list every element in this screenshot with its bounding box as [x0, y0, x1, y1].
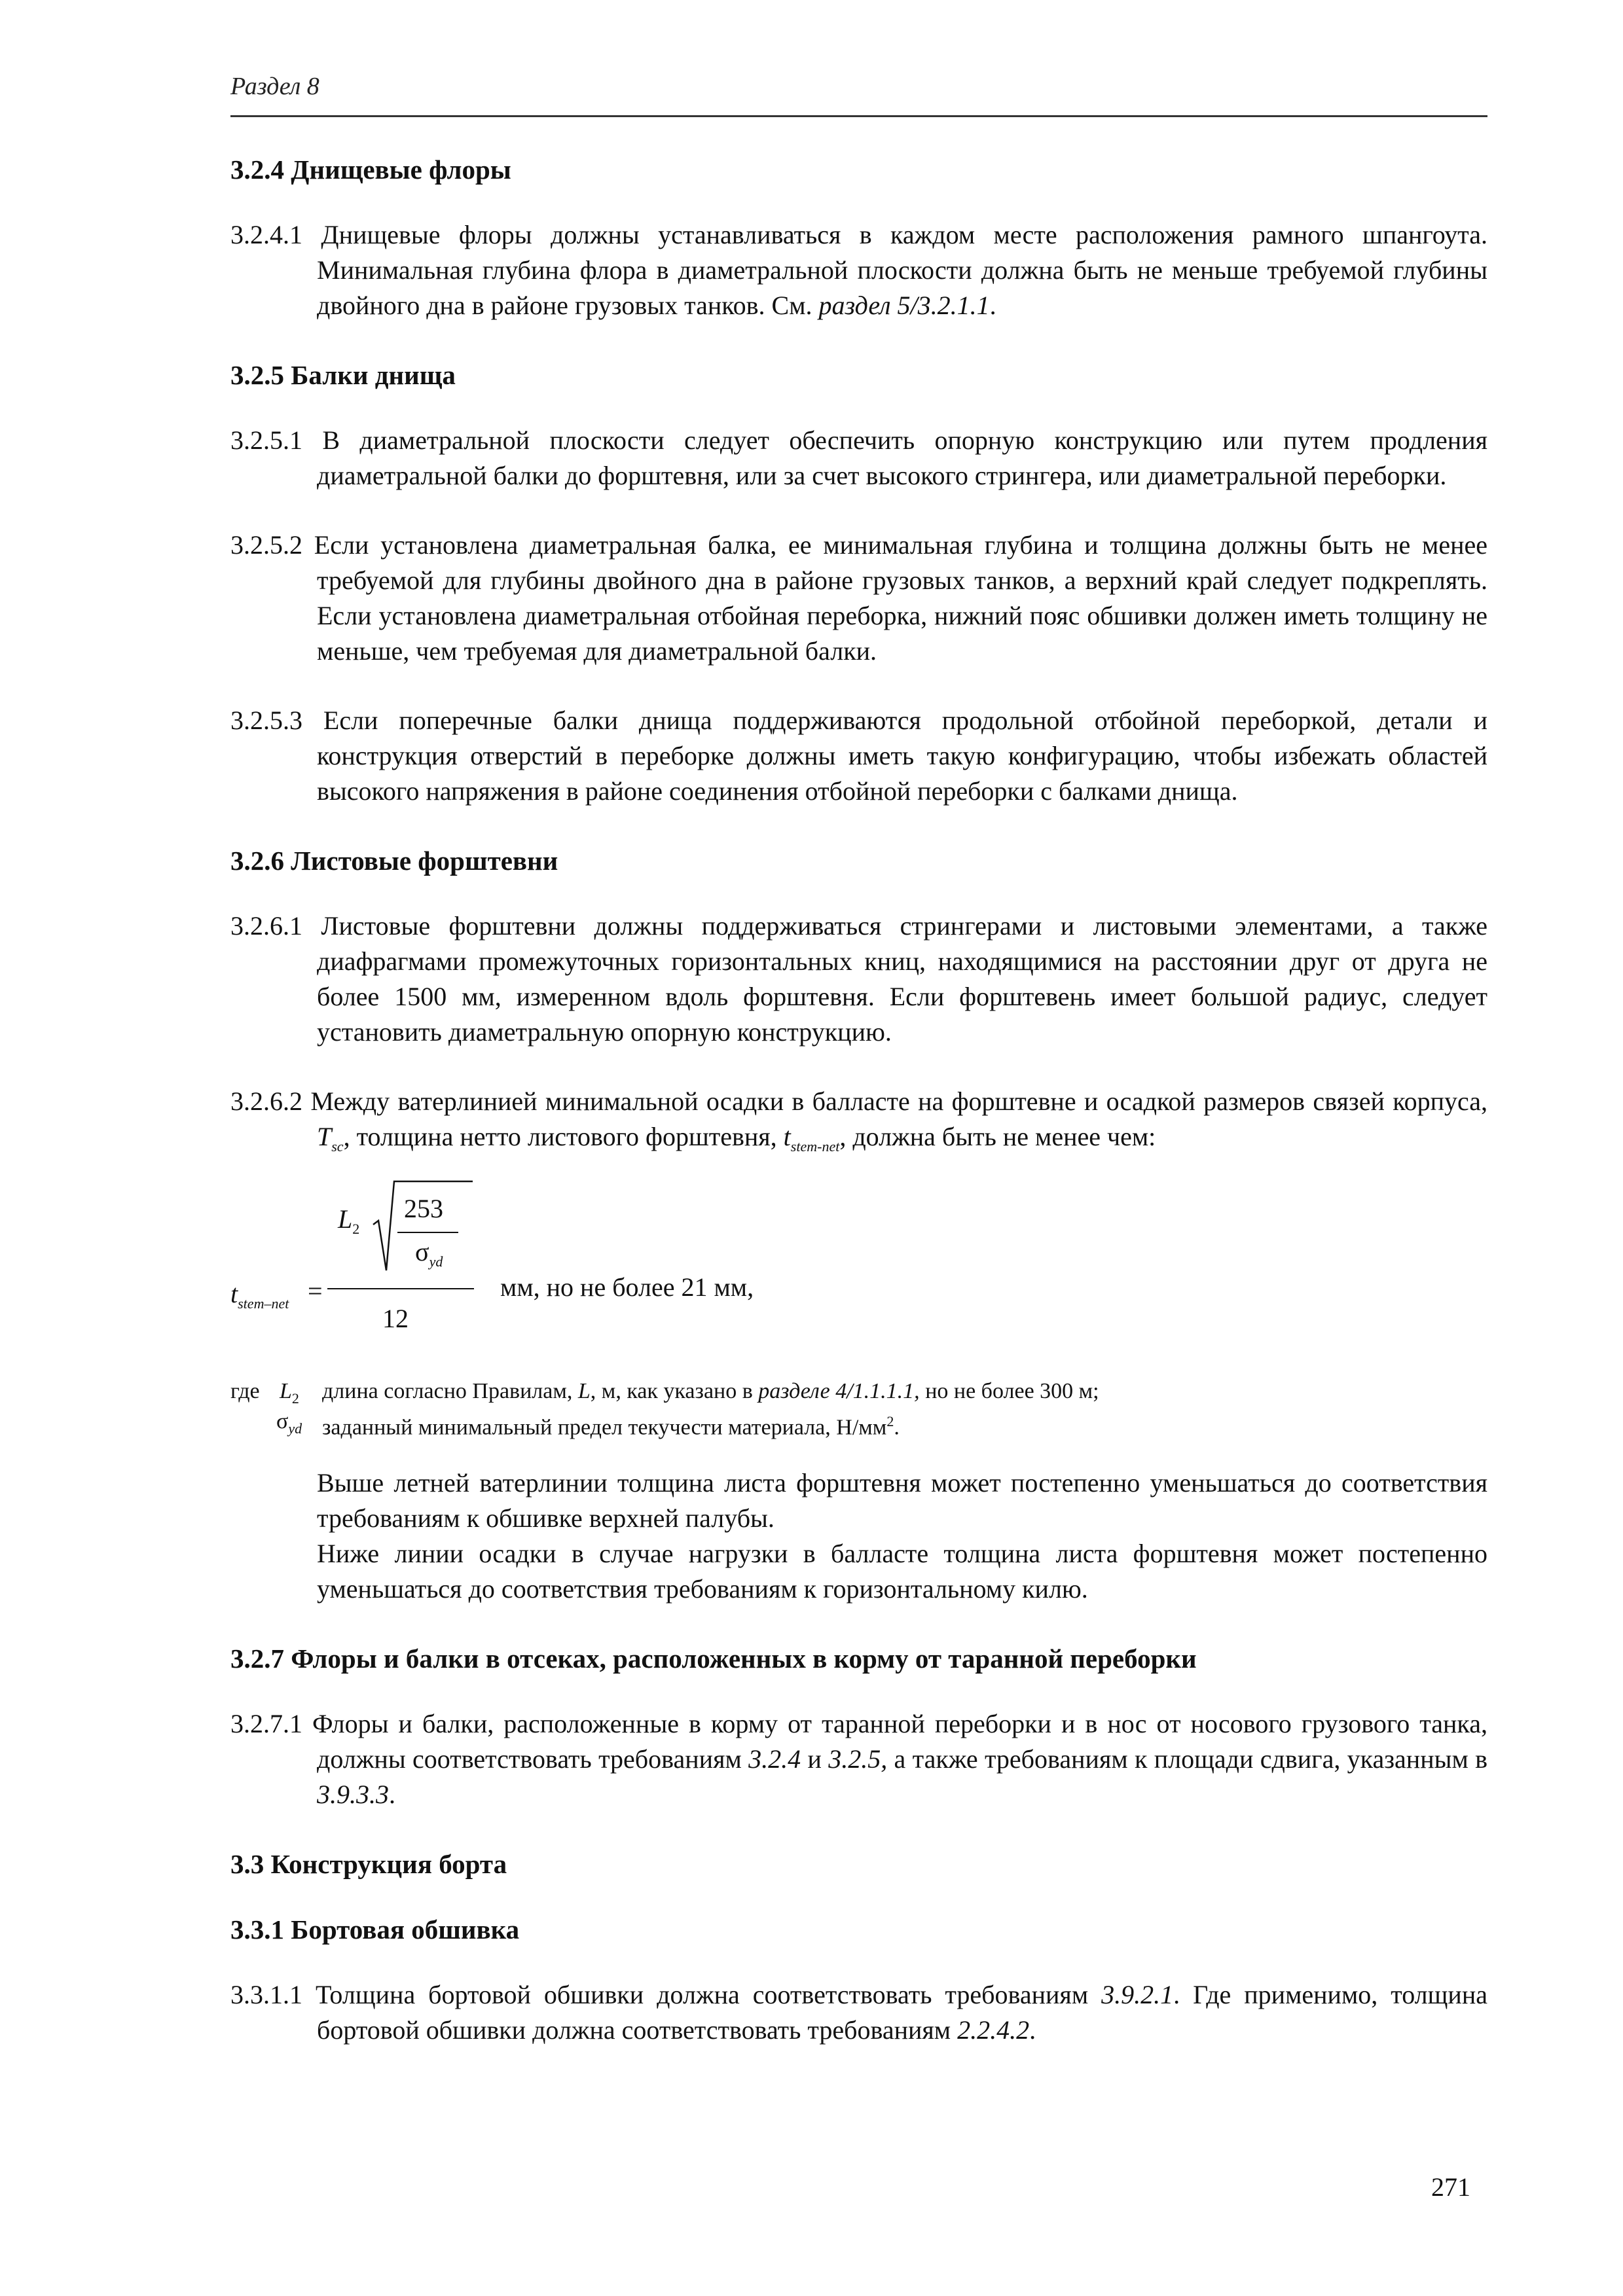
- formula-tail: мм, но не более 21 мм,: [500, 1272, 754, 1302]
- legend-sup: 2: [886, 1413, 894, 1429]
- where-label: где: [230, 1379, 260, 1403]
- clause-text: В диаметральной плоскости следует обеспечить опорную конструкцию или путем продления диаметральной балки до форштевня, или за счет высокого стрингера, или диаметральной переборки.: [317, 425, 1488, 490]
- legend-desc-sigma: [322, 1407, 900, 1443]
- paragraph-above-waterline: Выше летней ватерлинии толщина листа форштевня может постепенно уменьшаться до соответствия требованиям к обшивке верхней палубы.: [317, 1468, 1487, 1533]
- clause-text: а также требованиям к площади сдвига, указанным в: [887, 1744, 1487, 1774]
- cross-reference: разделе 4/1.1.1.1,: [758, 1379, 920, 1403]
- clause-text: и: [801, 1744, 829, 1774]
- section-heading-3-3-1: 3.3.1 Бортовая обшивка: [230, 1914, 520, 1945]
- legend-L-sub: 2: [291, 1390, 299, 1407]
- section-heading-3-3: 3.3 Конструкция борта: [230, 1849, 507, 1879]
- clause-number: 3.2.7.1: [230, 1709, 302, 1738]
- symbol-t: t: [783, 1122, 791, 1151]
- cross-reference: раздел 5/3.2.1.1: [818, 291, 990, 320]
- page-number: 271: [1431, 2172, 1470, 2202]
- formula-stem-thickness: [230, 1179, 1487, 1355]
- formula-denominator: 12: [382, 1304, 409, 1333]
- clause-number: 3.2.5.3: [230, 706, 302, 735]
- legend-text: заданный минимальный предел текучести материала, Н/мм: [322, 1415, 887, 1440]
- page-content: [230, 152, 1487, 2082]
- clause-text: Флоры и балки, расположенные в корму от таранной переборки и в нос от носового грузового танка, должны соответствовать требованиям: [312, 1709, 1487, 1774]
- clause-3-2-7-1: [230, 1706, 1487, 1812]
- legend-sigma-sub: yd: [288, 1420, 302, 1437]
- legend-sigma: σ: [276, 1409, 289, 1433]
- clause-3-2-5-3: [230, 703, 1487, 809]
- clause-text: Если поперечные балки днища поддерживаются продольной отбойной переборкой, детали и конструкция отверстий в переборке должны иметь такую конфигурацию, чтобы избежать областей высокого напряжения в районе соединения отбойной переборки с балками днища.: [317, 706, 1488, 806]
- L2-symbol: L: [338, 1204, 353, 1234]
- clause-text: Между ватерлинией минимальной осадки в балласте на форштевне и осадкой размеров связей корпуса,: [310, 1086, 1487, 1116]
- sigma-subscript: yd: [429, 1253, 443, 1270]
- symbol-T: T: [317, 1122, 332, 1151]
- clause-3-2-4-1: [230, 217, 1487, 323]
- cross-reference: 3.2.4: [748, 1744, 801, 1774]
- clause-text: Днищевые флоры должны устанавливаться в каждом месте расположения рамного шпангоута. Минимальная глубина флора в диаметральной плоскости должна быть не меньше требуемой глубины двойного дна в районе грузовых танков. См.: [317, 220, 1487, 320]
- clause-number: 3.2.5.2: [230, 530, 302, 560]
- clause-text: . Где применимо, толщина бортовой обшивки должна соответствовать требованиям: [317, 1980, 1487, 2045]
- clause-number: 3.2.5.1: [230, 425, 302, 455]
- formula-numerator: 253: [404, 1194, 443, 1223]
- header-rule: [230, 115, 1487, 117]
- formula-lhs: [230, 1278, 289, 1312]
- paragraph-below-draught: Ниже линии осадки в случае нагрузки в балласте толщина листа форштевня может постепенно уменьшаться до соответствия требованиям к горизонтальному килю.: [317, 1539, 1487, 1604]
- legend-text: длина согласно Правилам,: [322, 1379, 578, 1403]
- legend-symbol-sigma: [276, 1407, 302, 1444]
- clause-text: , должна быть не менее чем:: [839, 1122, 1156, 1151]
- clause-number: 3.2.6.1: [230, 911, 302, 941]
- clause-end: .: [389, 1780, 395, 1809]
- formula-L2: [338, 1204, 359, 1238]
- clause-text: Листовые форштевни должны поддерживаться стрингерами и листовыми элементами, а также диафрагмами промежуточных горизонтальных книц, находящимися на расстоянии друг от друга не более 1500 мм, измеренном вдоль форштевня. Если форштевень имеет большой радиус, следует установить диаметральную опорную конструкцию.: [317, 911, 1487, 1047]
- legend-text: .: [894, 1415, 900, 1440]
- clause-number: 3.3.1.1: [230, 1980, 302, 2009]
- section-heading-3-2-5: 3.2.5 Балки днища: [230, 360, 456, 390]
- legend-text: , м, как указано в: [590, 1379, 759, 1403]
- legend-text: но не более 300 м;: [919, 1379, 1099, 1403]
- clause-number: 3.2.4.1: [230, 220, 302, 249]
- legend-L: L: [280, 1379, 292, 1403]
- clause-text: Если установлена диаметральная балка, ее минимальная глубина и толщина должны быть не менее требуемой для глубины двойного дна в районе грузовых танков, а верхний край следует подкреплять. Если установлена диаметральная отбойная переборка, нижний пояс обшивки должен иметь толщину не меньше, чем требуемая для диаметральной балки.: [314, 530, 1487, 666]
- clause-number: 3.2.6.2: [230, 1086, 302, 1116]
- cross-reference: 3.2.5,: [828, 1744, 888, 1774]
- clause-text: , толщина нетто листового форштевня,: [343, 1122, 784, 1151]
- cross-reference: 2.2.4.2: [957, 2015, 1030, 2045]
- lhs-subscript: stem–net: [238, 1295, 289, 1312]
- clause-text: Толщина бортовой обшивки должна соответствовать требованиям: [315, 1980, 1102, 2009]
- L2-subscript: 2: [352, 1221, 360, 1237]
- clause-3-2-5-1: [230, 423, 1487, 493]
- formula-legend: [230, 1376, 1487, 1439]
- symbol-t-subscript: stem-net: [790, 1138, 840, 1155]
- section-heading-3-2-6: 3.2.6 Листовые форштевни: [230, 846, 558, 876]
- lhs-symbol: t: [230, 1279, 238, 1308]
- section-heading-3-2-4: 3.2.4 Днищевые флоры: [230, 154, 511, 185]
- symbol-T-subscript: sc: [331, 1138, 344, 1155]
- legend-desc-L2: [322, 1376, 1099, 1407]
- clause-end: .: [989, 291, 996, 320]
- cross-reference: 3.9.3.3: [317, 1780, 389, 1809]
- clause-3-2-6-2: [230, 1084, 1487, 1164]
- clause-3-3-1-1: [230, 1977, 1487, 2048]
- cross-reference: 3.9.2.1: [1101, 1980, 1174, 2009]
- formula-lines: [230, 1179, 519, 1355]
- clause-3-2-5-2: [230, 528, 1487, 669]
- formula-equals: =: [308, 1276, 323, 1306]
- clause-3-2-6-1: [230, 908, 1487, 1050]
- section-heading-3-2-7: 3.2.7 Флоры и балки в отсеках, расположенных в корму от таранной переборки: [230, 1643, 1197, 1674]
- formula-sigma: [415, 1236, 443, 1270]
- clause-end: .: [1029, 2015, 1036, 2045]
- legend-L-inline: L: [577, 1379, 591, 1403]
- sigma-symbol: σ: [415, 1237, 429, 1266]
- running-header: Раздел 8: [230, 73, 319, 100]
